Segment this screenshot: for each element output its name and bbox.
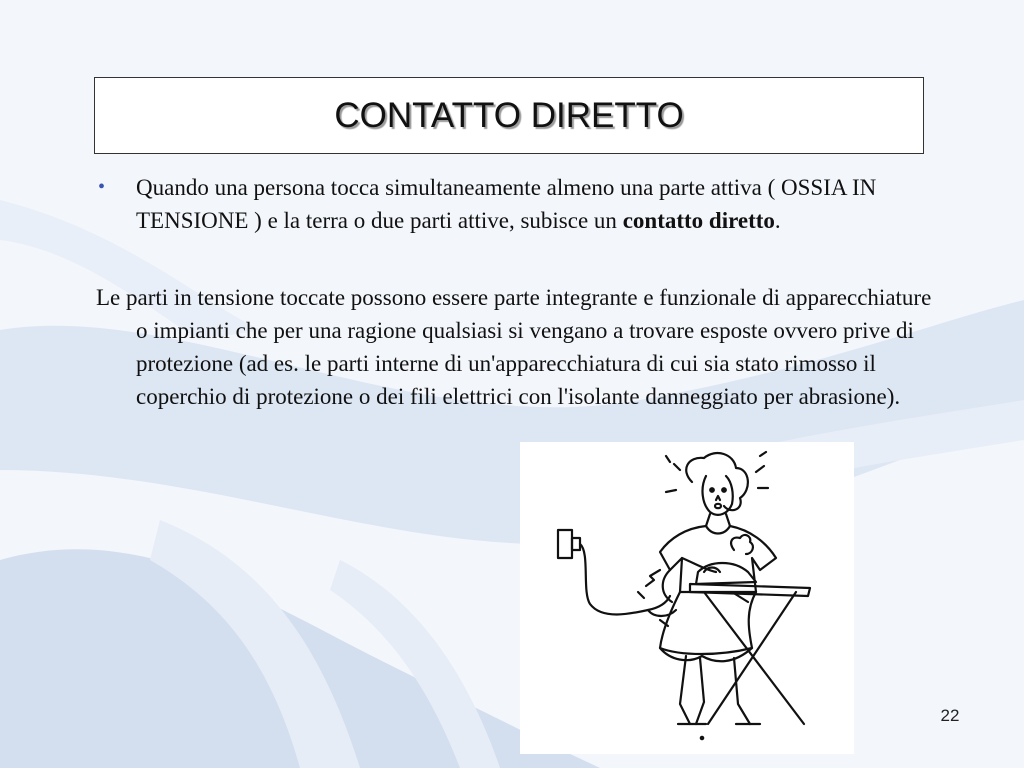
woman-ironing-illustration	[520, 442, 854, 754]
bullet-paragraph	[98, 171, 908, 237]
bullet-text	[136, 171, 908, 237]
bullet-marker: •	[98, 176, 106, 198]
bullet-text-part1: Quando una persona tocca simultaneamente almeno una parte attiva ( OSSIA IN TENSIONE ) e la terra o due parti attive, subisce un	[136, 175, 877, 233]
body-paragraph: Le parti in tensione toccate possono essere parte integrante e funzionale di apparecchiature o impianti che per una ragione qualsiasi si vengano a trovare esposte ovvero prive di protezione (ad es. le parti interne di un'apparecchiatura di cui sia stato rimosso il coperchio di protezione o dei fili elettrici con l'isolante danneggiato per abrasione).	[96, 285, 932, 409]
bullet-text-part2: .	[774, 208, 781, 233]
slide-title: CONTATTO DIRETTO	[334, 95, 684, 135]
bullet-bold-term: contatto diretto	[622, 208, 775, 233]
page-number: 22	[940, 706, 960, 725]
title-box	[94, 77, 924, 154]
